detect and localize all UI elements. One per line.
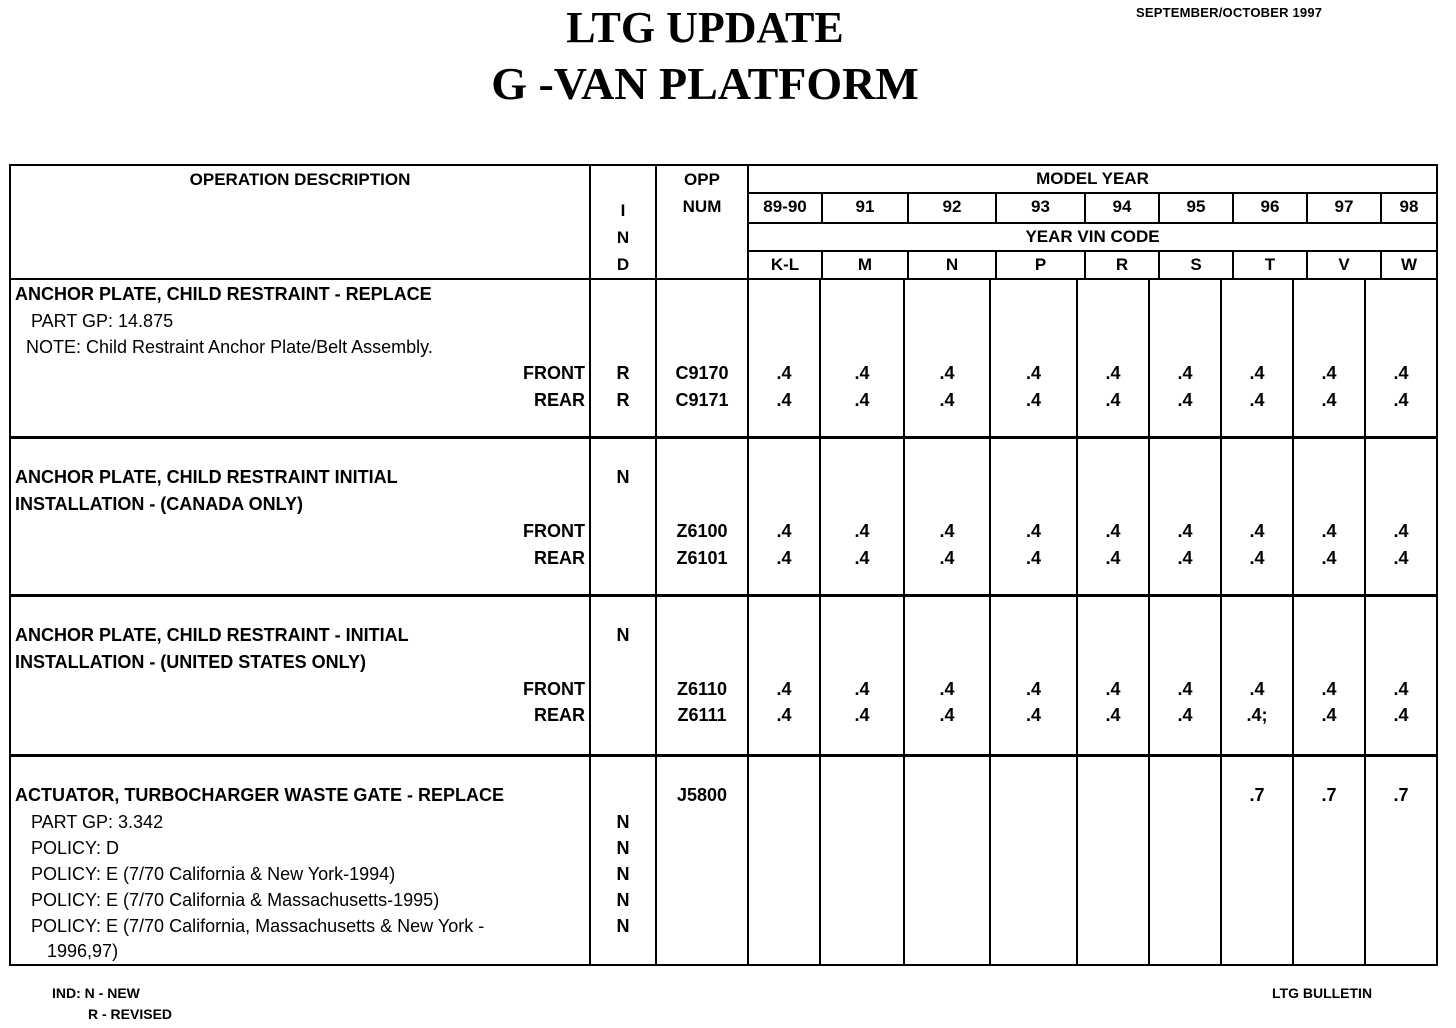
year-cell: 92: [909, 194, 997, 222]
page-title: LTG UPDATE: [566, 3, 844, 52]
vin-cell: P: [997, 252, 1086, 278]
operation-description: ANCHOR PLATE, CHILD RESTRAINT INITIAL INSTALLATION - (CANADA ONLY) FRONT REAR: [10, 437, 590, 595]
labor-time-table: [9, 164, 1438, 966]
vin-code-row: [749, 252, 1436, 278]
vin-cell: T: [1234, 252, 1308, 278]
vin-cell: K-L: [749, 252, 823, 278]
year-cell: 98: [1399, 197, 1419, 216]
year-row: [749, 194, 1436, 224]
model-year-label: MODEL YEAR: [749, 166, 1436, 194]
table-header: [10, 165, 1437, 279]
operation-description: ANCHOR PLATE, CHILD RESTRAINT - REPLACE PART GP: 14.875 NOTE: Child Restraint Anchor Plate/Belt Assembly. FRONT REAR: [10, 279, 590, 437]
bulletin-label: LTG BULLETIN: [1272, 985, 1373, 1001]
opp-num-cell: Z6110 Z6111: [656, 595, 748, 755]
opp-num-cell: C9170 C9171: [656, 279, 748, 437]
operation-description-header: OPERATION DESCRIPTION: [10, 165, 590, 279]
ind-cell: N: [590, 595, 656, 755]
year-cell: 97: [1308, 194, 1382, 222]
operation-description: ANCHOR PLATE, CHILD RESTRAINT - INITIAL INSTALLATION - (UNITED STATES ONLY) FRONT REAR: [10, 595, 590, 755]
year-vin-code-label: YEAR VIN CODE: [749, 224, 1436, 252]
vin-cell: W: [1400, 255, 1418, 274]
page-subtitle: G -VAN PLATFORM: [491, 58, 919, 109]
table-row: ANCHOR PLATE, CHILD RESTRAINT INITIAL INSTALLATION - (CANADA ONLY) FRONT REAR N Z6100 Z6101 .4 .4 .4 .4 .4 .4 .4 .4 .4 .4 .4 .4 .4 .4 .4 .4 .4 .4: [10, 437, 1437, 595]
opp-num-header: OPP NUM: [656, 165, 748, 279]
operation-description: ACTUATOR, TURBOCHARGER WASTE GATE - REPLACE PART GP: 3.342 POLICY: D POLICY: E (7/70 California & New York-1994) POLICY: E (7/70 California & Massachusetts-1995) POLICY: E (7/70 California, Massachusetts & New York - 1996,97): [10, 755, 590, 965]
opp-num-cell: Z6100 Z6101: [656, 437, 748, 595]
vin-cell: R: [1086, 252, 1160, 278]
bulletin-date: SEPTEMBER/OCTOBER 1997: [1136, 5, 1323, 20]
year-cell: 96: [1234, 194, 1308, 222]
table-row: ANCHOR PLATE, CHILD RESTRAINT - REPLACE PART GP: 14.875 NOTE: Child Restraint Anchor Plate/Belt Assembly. FRONT REAR R R C9170 C9171 .4 .4 .4 .4 .4 .4 .4 .4 .4 .4 .4 .4 .4 .4 .4 .4 .4 .4: [10, 279, 1437, 437]
year-cell: 93: [997, 194, 1086, 222]
table-row: ANCHOR PLATE, CHILD RESTRAINT - INITIAL INSTALLATION - (UNITED STATES ONLY) FRONT REAR N Z6110 Z6111 .4 .4 .4 .4 .4 .4 .4 .4 .4 .4 .4 .4 .4 .4; .4 .4 .4 .4: [10, 595, 1437, 755]
vin-cell: S: [1160, 252, 1234, 278]
vin-cell: M: [823, 252, 909, 278]
ind-legend-new: IND: N - NEW: [52, 985, 140, 1001]
ind-legend-revised: R - REVISED: [88, 1006, 173, 1022]
opp-num-cell: J5800: [656, 755, 748, 965]
ind-cell: R R: [590, 279, 656, 437]
year-cell: 91: [823, 194, 909, 222]
vin-cell: V: [1308, 252, 1382, 278]
vin-cell: N: [909, 252, 997, 278]
ind-cell: N N N N N: [590, 755, 656, 965]
table-row: ACTUATOR, TURBOCHARGER WASTE GATE - REPLACE PART GP: 3.342 POLICY: D POLICY: E (7/70 California & New York-1994) POLICY: E (7/70 California & Massachusetts-1995) POLICY: E (7/70 California, Massachusetts & New York - 1996,97) N N N N N J5800 .7 .7 .7: [10, 755, 1437, 965]
ind-header: I N D: [590, 165, 656, 279]
ind-cell: N: [590, 437, 656, 595]
year-cell: 94: [1086, 194, 1160, 222]
model-year-header: [748, 165, 1437, 279]
year-cell: 95: [1160, 194, 1234, 222]
year-cell: 89-90: [749, 194, 823, 222]
